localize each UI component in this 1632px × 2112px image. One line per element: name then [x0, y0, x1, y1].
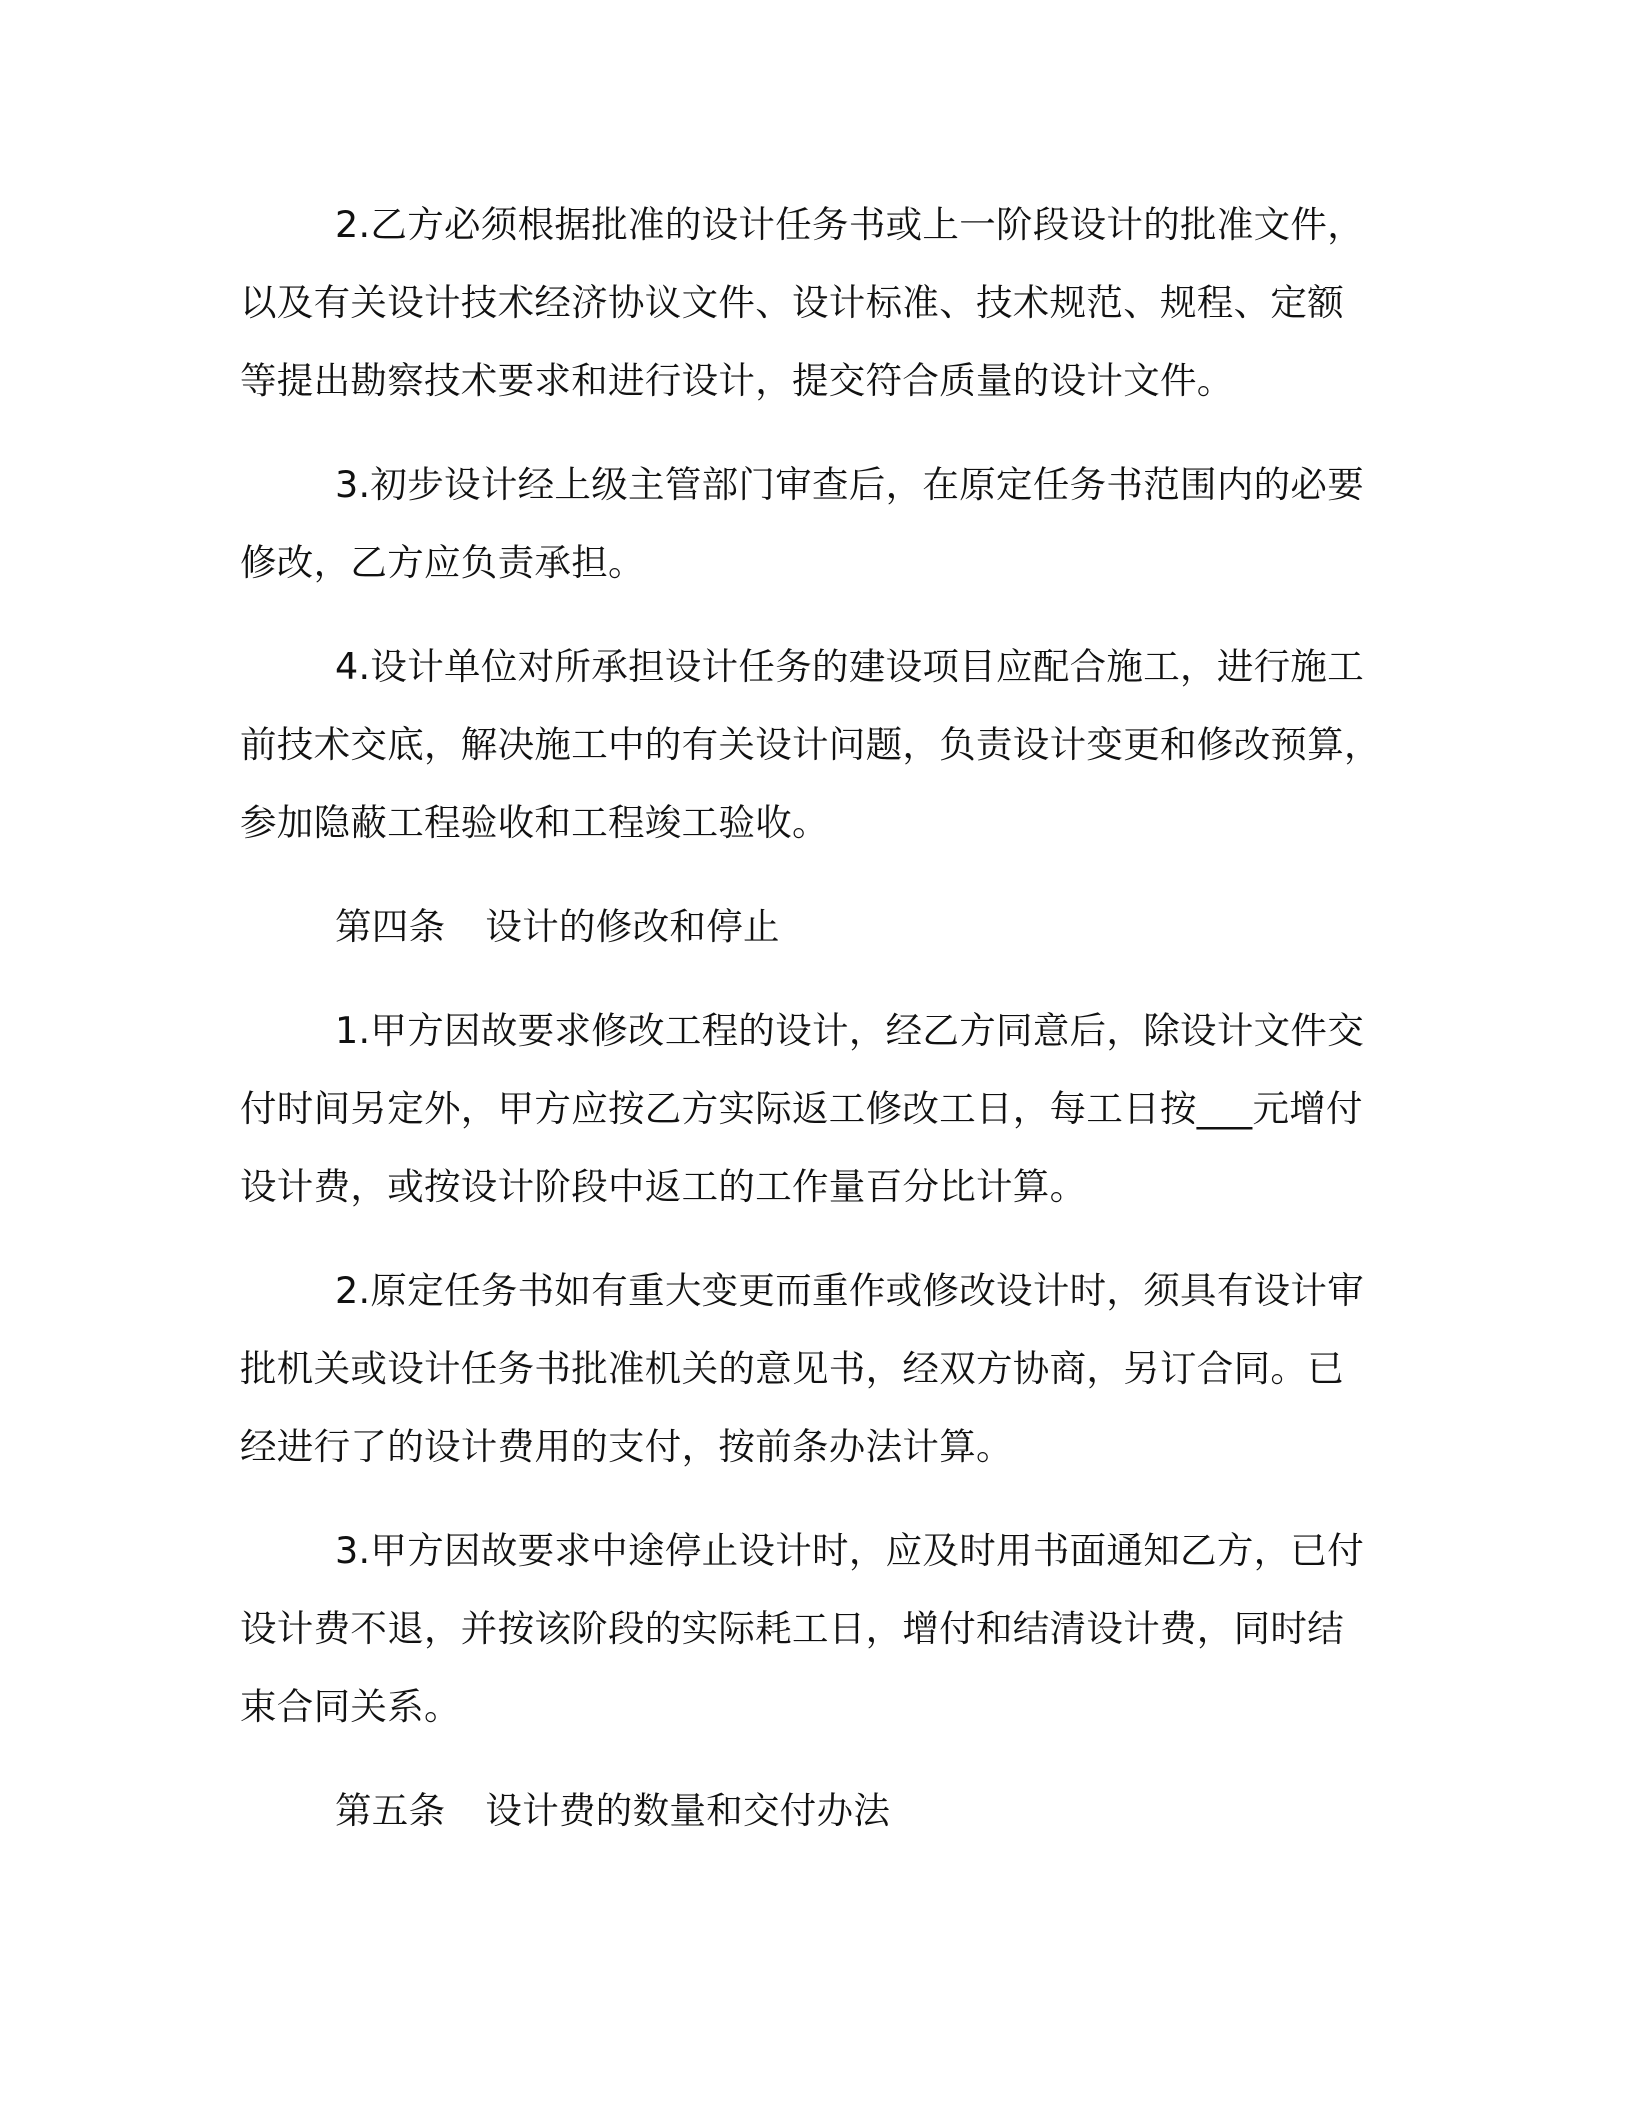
article-4-clause-1 [240, 992, 1380, 1226]
text-line: 前技术交底，解决施工中的有关设计问题，负责设计变更和修改预算， [240, 723, 1381, 766]
text-line: 3.甲方因故要求中途停止设计时，应及时用书面通知乙方，已付 [335, 1529, 1365, 1572]
text-line: 付时间另定外，甲方应按乙方实际返工修改工日，每工日按___元增付 [240, 1087, 1363, 1130]
article-4-clause-2 [240, 1252, 1380, 1486]
text-line: 4.设计单位对所承担设计任务的建设项目应配合施工，进行施工 [335, 645, 1365, 688]
clause-2 [240, 186, 1380, 420]
text-line: 经进行了的设计费用的支付，按前条办法计算。 [240, 1425, 1013, 1468]
text-line: 批机关或设计任务书批准机关的意见书，经双方协商，另订合同。已 [240, 1347, 1344, 1390]
clause-4 [240, 628, 1380, 862]
article-5-heading [240, 1772, 1380, 1850]
article-title: 设计的修改和停止 [485, 905, 780, 948]
article-title: 设计费的数量和交付办法 [485, 1789, 891, 1832]
text-line: 3.初步设计经上级主管部门审查后，在原定任务书范围内的必要 [335, 463, 1365, 506]
text-line: 设计费，或按设计阶段中返工的工作量百分比计算。 [240, 1165, 1087, 1208]
clause-3 [240, 446, 1380, 602]
article-number: 第四条 [335, 905, 446, 948]
text-line: 设计费不退，并按该阶段的实际耗工日，增付和结清设计费，同时结 [240, 1607, 1344, 1650]
text-line: 2.原定任务书如有重大变更而重作或修改设计时，须具有设计审 [335, 1269, 1365, 1312]
article-number: 第五条 [335, 1789, 446, 1832]
text-line: 1.甲方因故要求修改工程的设计，经乙方同意后，除设计文件交 [335, 1009, 1365, 1052]
text-line: 束合同关系。 [240, 1685, 461, 1728]
text-line: 修改，乙方应负责承担。 [240, 541, 645, 584]
text-line: 2.乙方必须根据批准的设计任务书或上一阶段设计的批准文件， [335, 203, 1365, 246]
text-line: 参加隐蔽工程验收和工程竣工验收。 [240, 801, 829, 844]
article-4-heading [240, 888, 1380, 966]
document-body [240, 186, 1380, 1876]
text-line: 等提出勘察技术要求和进行设计，提交符合质量的设计文件。 [240, 359, 1234, 402]
article-4-clause-3 [240, 1512, 1380, 1746]
text-line: 以及有关设计技术经济协议文件、设计标准、技术规范、规程、定额 [240, 281, 1344, 324]
